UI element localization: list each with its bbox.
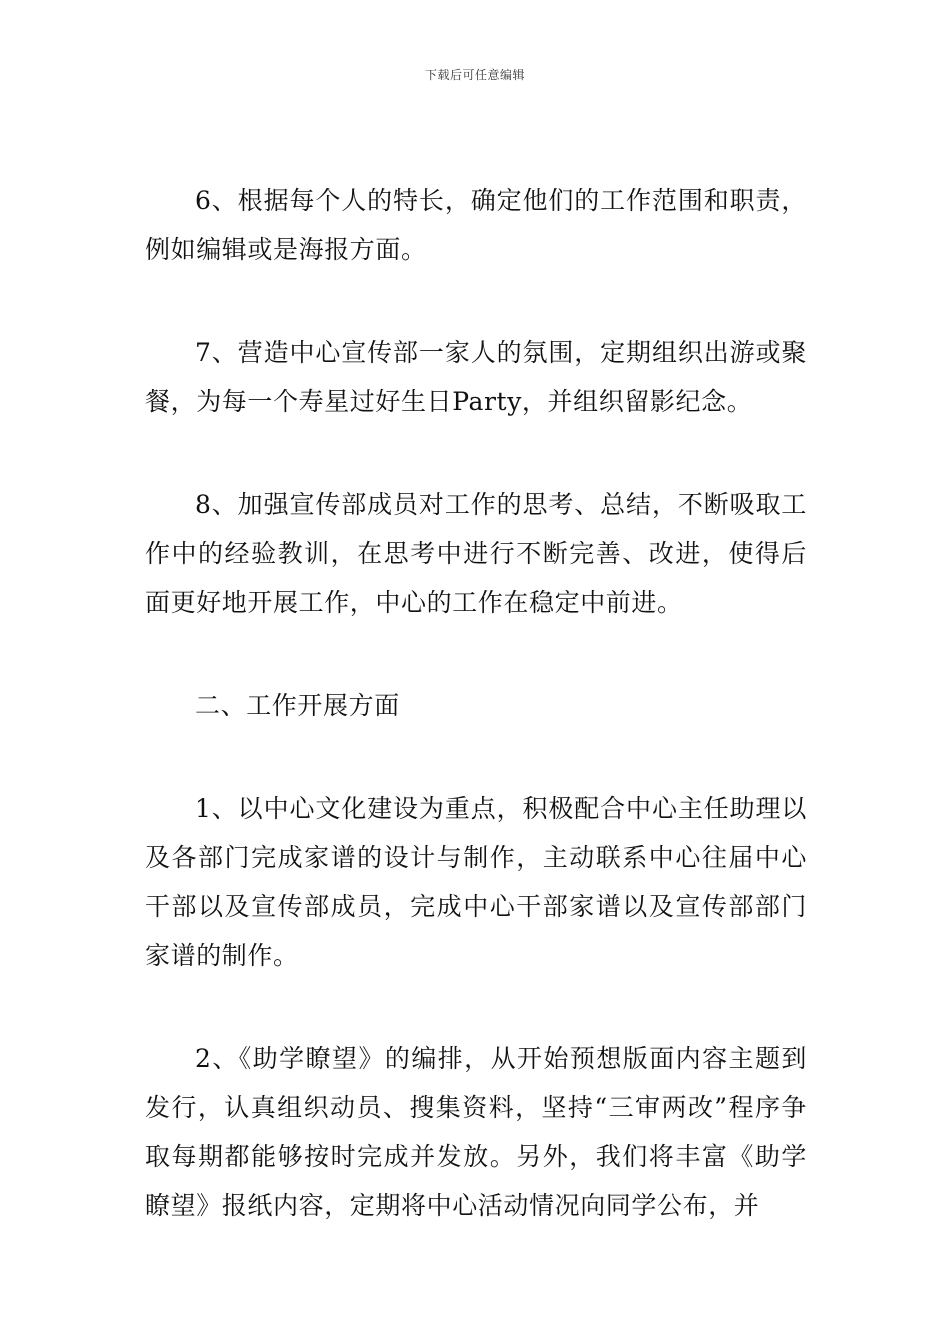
paragraph-item-7: 7、营造中心宣传部一家人的氛围，定期组织出游或聚餐，为每一个寿星过好生日Party，并组织留影纪念。 xyxy=(145,338,807,416)
paragraph-spacer xyxy=(145,426,807,480)
paragraph-item-6: 6、根据每个人的特长，确定他们的工作范围和职责，例如编辑或是海报方面。 xyxy=(145,186,807,264)
section-heading: 二、工作开展方面 xyxy=(195,691,400,720)
page-header-note: 下载后可任意编辑 xyxy=(424,68,525,82)
paragraph-spacer xyxy=(145,730,807,784)
document-body xyxy=(145,176,807,1230)
paragraph-spacer xyxy=(145,980,807,1034)
paragraph-item-8: 8、加强宣传部成员对工作的思考、总结，不断吸取工作中的经验教训，在思考中进行不断完善、改进，使得后面更好地开展工作，中心的工作在稳定中前进。 xyxy=(145,490,807,617)
paragraph-spacer xyxy=(145,274,807,328)
paragraph-spacer xyxy=(145,627,807,681)
paragraph-item-1: 1、以中心文化建设为重点，积极配合中心主任助理以及各部门完成家谱的设计与制作，主动联系中心往届中心干部以及宣传部成员，完成中心干部家谱以及宣传部部门家谱的制作。 xyxy=(145,794,807,970)
paragraph-item-2: 2、《助学瞭望》的编排，从开始预想版面内容主题到发行，认真组织动员、搜集资料，坚持“三审两改”程序争取每期都能够按时完成并发放。另外，我们将丰富《助学瞭望》报纸内容，定期将中心活动情况向同学公布，并 xyxy=(145,1044,807,1220)
